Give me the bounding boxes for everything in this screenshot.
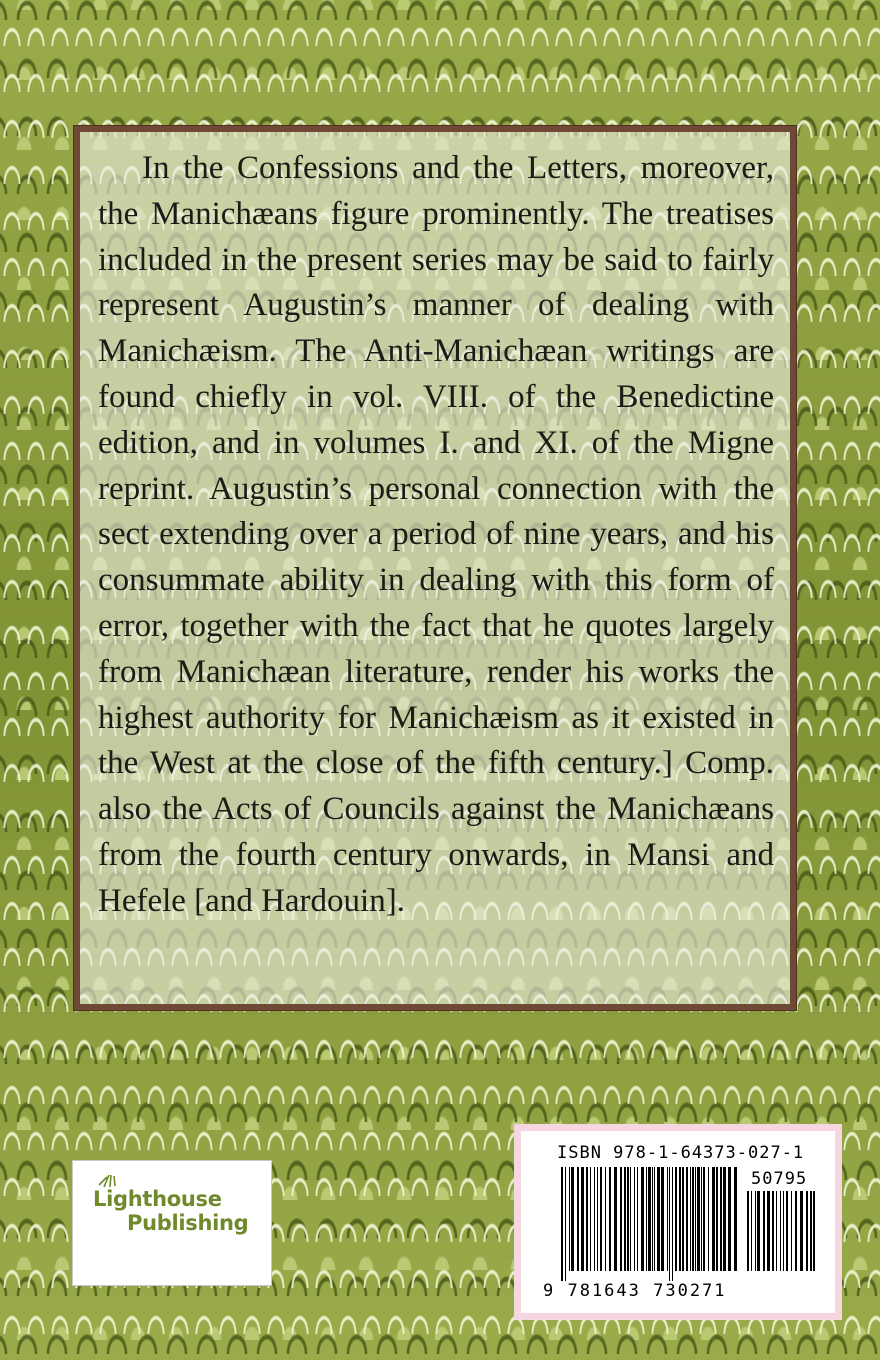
ean-digits: 9 781643 730271 (543, 1281, 727, 1301)
publisher-logo (72, 1160, 272, 1286)
barcode-supplement-bars (747, 1191, 817, 1281)
isbn-barcode (514, 1124, 842, 1320)
barcode-bars (561, 1167, 741, 1281)
publisher-name-line1: Lighthouse (93, 1187, 222, 1211)
text-panel (74, 126, 796, 1010)
price-code: 50795 (751, 1169, 808, 1189)
back-cover-text: In the Confessions and the Letters, moreover, the Manichæans figure prominently. The treatises included in the present series may be said to fairly represent Augustin’s manner of dealing with Manichæism. The Anti-Manichæan writings are found chiefly in vol. VIII. of the Benedictine edition, and in volumes I. and XI. of the Migne reprint. Augustin’s personal connection with the sect extending over a period of nine years, and his consummate ability in dealing with this form of error, together with the fact that he quotes largely from Manichæan literature, render his works the highest authority for Manichæism as it existed in the West at the close of the fifth century.] Comp. also the Acts of Councils against the Manichæans from the fourth century onwards, in Mansi and Hefele [and Hardouin]. (98, 150, 774, 919)
publisher-name-line2: Publishing (127, 1211, 249, 1235)
isbn-label: ISBN 978-1-64373-027-1 (557, 1143, 805, 1163)
